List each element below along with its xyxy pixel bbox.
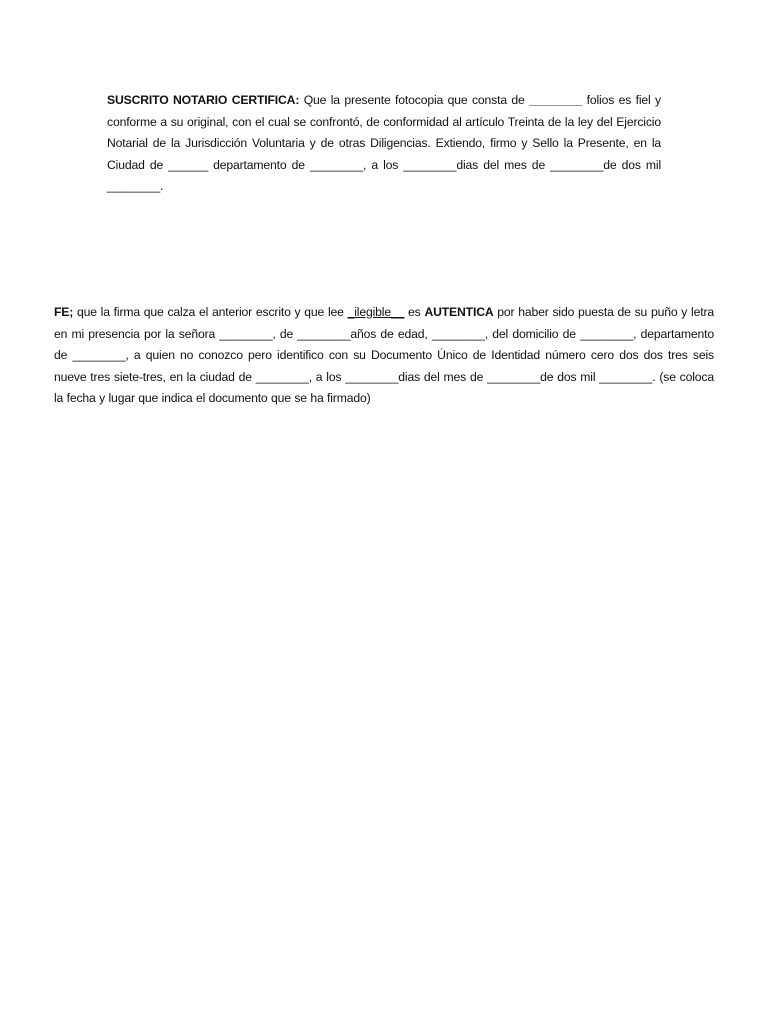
authentication-text-start: que la firma que calza el anterior escrito y que lee [73, 305, 348, 319]
certification-heading: SUSCRITO NOTARIO CERTIFICA: [107, 93, 300, 107]
authentication-paragraph [54, 302, 714, 410]
signature-reading: ilegible [354, 305, 391, 319]
authentication-text-es: es [404, 305, 425, 319]
signature-blank: _ilegible__ [347, 305, 405, 319]
authentication-text-end: por haber sido puesta de su puño y letra en mi presencia por la señora ________, de ________años de edad, ________, del domicilio de ________, departamento de ________, a quien no conozco pero identifico con su Documento Único de Identidad número cero dos dos tres seis nueve tres siete-tres, en la ciudad de ________, a los ________dias del mes de ________de dos mil ________. (se coloca la fecha y lugar que indica el documento que se ha firmado) [54, 305, 714, 405]
authentication-heading: FE; [54, 305, 74, 319]
certification-text-end: folios es fiel y conforme a su original, con el cual se confrontó, de conformidad al artículo Treinta de la ley del Ejercicio Notarial de la Jurisdicción Voluntaria y de otras Diligencias. Extiendo, firmo y Sello la Presente, en la Ciudad de ______ departamento de ________, a los ________dias del mes de ________de dos mil ________. [107, 93, 661, 193]
folios-blank: ________ [529, 93, 583, 107]
certification-text-start: Que la presente fotocopia que consta de [299, 93, 530, 107]
certification-paragraph [107, 90, 661, 198]
autentica-keyword: AUTENTICA [424, 305, 494, 319]
